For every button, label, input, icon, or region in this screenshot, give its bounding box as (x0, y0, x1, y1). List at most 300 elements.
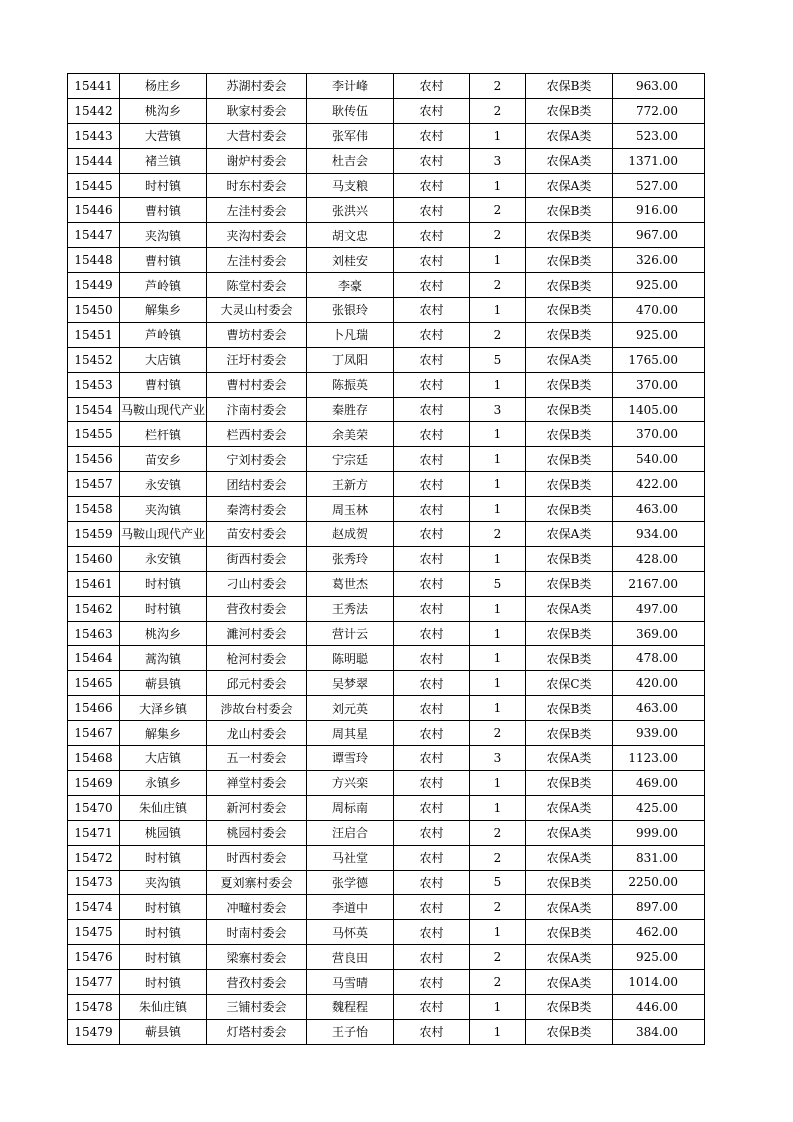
record-id-cell: 15472 (68, 845, 120, 870)
table-row (68, 347, 705, 372)
amount-cell: 422.00 (613, 472, 705, 497)
person-name-cell: 方兴栾 (307, 770, 394, 795)
township-cell: 时村镇 (120, 895, 207, 920)
record-id-cell: 15444 (68, 148, 120, 173)
amount-cell: 934.00 (613, 522, 705, 547)
table-row (68, 273, 705, 298)
area-type-cell: 农村 (394, 1019, 470, 1044)
table-row (68, 74, 705, 99)
table-row (68, 497, 705, 522)
area-type-cell: 农村 (394, 148, 470, 173)
table-row (68, 845, 705, 870)
table-row (68, 820, 705, 845)
amount-cell: 463.00 (613, 497, 705, 522)
record-id-cell: 15473 (68, 870, 120, 895)
insurance-category-cell: 农保B类 (526, 248, 613, 273)
insurance-category-cell: 农保B类 (526, 447, 613, 472)
record-id-cell: 15476 (68, 945, 120, 970)
area-type-cell: 农村 (394, 994, 470, 1019)
area-type-cell: 农村 (394, 870, 470, 895)
township-cell: 朱仙庄镇 (120, 795, 207, 820)
amount-cell: 1371.00 (613, 148, 705, 173)
village-committee-cell: 营孜村委会 (207, 596, 307, 621)
township-cell: 苗安乡 (120, 447, 207, 472)
household-count-cell: 1 (470, 298, 526, 323)
record-id-cell: 15463 (68, 621, 120, 646)
insurance-category-cell: 农保B类 (526, 870, 613, 895)
amount-cell: 1405.00 (613, 397, 705, 422)
table-row (68, 895, 705, 920)
record-id-cell: 15458 (68, 497, 120, 522)
township-cell: 大泽乡镇 (120, 696, 207, 721)
household-count-cell: 3 (470, 746, 526, 771)
household-count-cell: 1 (470, 920, 526, 945)
record-id-cell: 15451 (68, 322, 120, 347)
person-name-cell: 马支粮 (307, 173, 394, 198)
person-name-cell: 马雪晴 (307, 970, 394, 995)
area-type-cell: 农村 (394, 497, 470, 522)
table-row (68, 522, 705, 547)
insurance-category-cell: 农保A类 (526, 795, 613, 820)
person-name-cell: 吴梦翠 (307, 671, 394, 696)
amount-cell: 527.00 (613, 173, 705, 198)
township-cell: 栏杆镇 (120, 422, 207, 447)
village-committee-cell: 大营村委会 (207, 123, 307, 148)
area-type-cell: 农村 (394, 646, 470, 671)
village-committee-cell: 左洼村委会 (207, 198, 307, 223)
household-count-cell: 1 (470, 770, 526, 795)
relief-table (67, 73, 705, 1045)
township-cell: 时村镇 (120, 945, 207, 970)
insurance-category-cell: 农保A类 (526, 746, 613, 771)
person-name-cell: 王秀法 (307, 596, 394, 621)
person-name-cell: 丁凤阳 (307, 347, 394, 372)
person-name-cell: 胡文忠 (307, 223, 394, 248)
household-count-cell: 2 (470, 273, 526, 298)
person-name-cell: 余美荣 (307, 422, 394, 447)
household-count-cell: 2 (470, 895, 526, 920)
person-name-cell: 张学德 (307, 870, 394, 895)
township-cell: 蒿沟镇 (120, 646, 207, 671)
record-id-cell: 15449 (68, 273, 120, 298)
insurance-category-cell: 农保A类 (526, 596, 613, 621)
household-count-cell: 2 (470, 198, 526, 223)
amount-cell: 925.00 (613, 945, 705, 970)
area-type-cell: 农村 (394, 920, 470, 945)
record-id-cell: 15441 (68, 74, 120, 99)
insurance-category-cell: 农保B类 (526, 994, 613, 1019)
area-type-cell: 农村 (394, 746, 470, 771)
insurance-category-cell: 农保B类 (526, 621, 613, 646)
amount-cell: 470.00 (613, 298, 705, 323)
area-type-cell: 农村 (394, 322, 470, 347)
record-id-cell: 15467 (68, 721, 120, 746)
record-id-cell: 15471 (68, 820, 120, 845)
household-count-cell: 1 (470, 1019, 526, 1044)
township-cell: 大店镇 (120, 746, 207, 771)
area-type-cell: 农村 (394, 770, 470, 795)
table-row (68, 447, 705, 472)
township-cell: 永安镇 (120, 472, 207, 497)
table-body (68, 74, 705, 1045)
person-name-cell: 秦胜存 (307, 397, 394, 422)
insurance-category-cell: 农保A类 (526, 970, 613, 995)
record-id-cell: 15457 (68, 472, 120, 497)
household-count-cell: 1 (470, 372, 526, 397)
insurance-category-cell: 农保B类 (526, 74, 613, 99)
person-name-cell: 耿传伍 (307, 98, 394, 123)
township-cell: 时村镇 (120, 596, 207, 621)
table-row (68, 372, 705, 397)
person-name-cell: 陈明聪 (307, 646, 394, 671)
insurance-category-cell: 农保B类 (526, 472, 613, 497)
table-row (68, 994, 705, 1019)
village-committee-cell: 新河村委会 (207, 795, 307, 820)
household-count-cell: 1 (470, 248, 526, 273)
insurance-category-cell: 农保A类 (526, 522, 613, 547)
amount-cell: 469.00 (613, 770, 705, 795)
table-row (68, 123, 705, 148)
village-committee-cell: 龙山村委会 (207, 721, 307, 746)
area-type-cell: 农村 (394, 397, 470, 422)
record-id-cell: 15465 (68, 671, 120, 696)
household-count-cell: 2 (470, 945, 526, 970)
record-id-cell: 15462 (68, 596, 120, 621)
person-name-cell: 营良田 (307, 945, 394, 970)
village-committee-cell: 街西村委会 (207, 546, 307, 571)
insurance-category-cell: 农保B类 (526, 198, 613, 223)
amount-cell: 446.00 (613, 994, 705, 1019)
insurance-category-cell: 农保A类 (526, 895, 613, 920)
amount-cell: 369.00 (613, 621, 705, 646)
household-count-cell: 5 (470, 347, 526, 372)
area-type-cell: 农村 (394, 522, 470, 547)
insurance-category-cell: 农保A类 (526, 945, 613, 970)
person-name-cell: 李道中 (307, 895, 394, 920)
household-count-cell: 1 (470, 173, 526, 198)
amount-cell: 497.00 (613, 596, 705, 621)
amount-cell: 967.00 (613, 223, 705, 248)
village-committee-cell: 汪圩村委会 (207, 347, 307, 372)
record-id-cell: 15470 (68, 795, 120, 820)
table-row (68, 298, 705, 323)
amount-cell: 963.00 (613, 74, 705, 99)
household-count-cell: 1 (470, 696, 526, 721)
person-name-cell: 周玉林 (307, 497, 394, 522)
village-committee-cell: 耿家村委会 (207, 98, 307, 123)
amount-cell: 370.00 (613, 422, 705, 447)
person-name-cell: 葛世杰 (307, 571, 394, 596)
township-cell: 桃沟乡 (120, 98, 207, 123)
village-committee-cell: 时东村委会 (207, 173, 307, 198)
household-count-cell: 2 (470, 74, 526, 99)
area-type-cell: 农村 (394, 621, 470, 646)
household-count-cell: 1 (470, 472, 526, 497)
amount-cell: 2167.00 (613, 571, 705, 596)
table-row (68, 173, 705, 198)
area-type-cell: 农村 (394, 671, 470, 696)
household-count-cell: 2 (470, 970, 526, 995)
person-name-cell: 李计峰 (307, 74, 394, 99)
person-name-cell: 李豪 (307, 273, 394, 298)
household-count-cell: 1 (470, 671, 526, 696)
village-committee-cell: 夹沟村委会 (207, 223, 307, 248)
amount-cell: 772.00 (613, 98, 705, 123)
person-name-cell: 张洪兴 (307, 198, 394, 223)
household-count-cell: 2 (470, 98, 526, 123)
village-committee-cell: 曹坊村委会 (207, 322, 307, 347)
township-cell: 芦岭镇 (120, 322, 207, 347)
village-committee-cell: 大灵山村委会 (207, 298, 307, 323)
household-count-cell: 3 (470, 148, 526, 173)
insurance-category-cell: 农保A类 (526, 173, 613, 198)
table-row (68, 148, 705, 173)
record-id-cell: 15450 (68, 298, 120, 323)
record-id-cell: 15478 (68, 994, 120, 1019)
township-cell: 曹村镇 (120, 248, 207, 273)
table-row (68, 870, 705, 895)
area-type-cell: 农村 (394, 273, 470, 298)
area-type-cell: 农村 (394, 571, 470, 596)
person-name-cell: 张银玲 (307, 298, 394, 323)
village-committee-cell: 谢炉村委会 (207, 148, 307, 173)
area-type-cell: 农村 (394, 173, 470, 198)
data-sheet (67, 73, 705, 1045)
village-committee-cell: 三铺村委会 (207, 994, 307, 1019)
person-name-cell: 张秀玲 (307, 546, 394, 571)
amount-cell: 523.00 (613, 123, 705, 148)
township-cell: 蕲县镇 (120, 671, 207, 696)
township-cell: 永镇乡 (120, 770, 207, 795)
village-committee-cell: 陈堂村委会 (207, 273, 307, 298)
village-committee-cell: 时南村委会 (207, 920, 307, 945)
village-committee-cell: 邱元村委会 (207, 671, 307, 696)
table-row (68, 646, 705, 671)
household-count-cell: 3 (470, 397, 526, 422)
township-cell: 曹村镇 (120, 198, 207, 223)
record-id-cell: 15446 (68, 198, 120, 223)
household-count-cell: 2 (470, 845, 526, 870)
amount-cell: 2250.00 (613, 870, 705, 895)
township-cell: 时村镇 (120, 970, 207, 995)
person-name-cell: 卜凡瑞 (307, 322, 394, 347)
village-committee-cell: 苏湖村委会 (207, 74, 307, 99)
table-row (68, 770, 705, 795)
amount-cell: 916.00 (613, 198, 705, 223)
person-name-cell: 周标南 (307, 795, 394, 820)
township-cell: 永安镇 (120, 546, 207, 571)
area-type-cell: 农村 (394, 74, 470, 99)
table-row (68, 746, 705, 771)
area-type-cell: 农村 (394, 696, 470, 721)
record-id-cell: 15479 (68, 1019, 120, 1044)
insurance-category-cell: 农保B类 (526, 546, 613, 571)
township-cell: 褚兰镇 (120, 148, 207, 173)
table-row (68, 721, 705, 746)
record-id-cell: 15443 (68, 123, 120, 148)
insurance-category-cell: 农保B类 (526, 397, 613, 422)
table-row (68, 223, 705, 248)
person-name-cell: 刘元英 (307, 696, 394, 721)
village-committee-cell: 冲疃村委会 (207, 895, 307, 920)
table-row (68, 970, 705, 995)
amount-cell: 831.00 (613, 845, 705, 870)
household-count-cell: 1 (470, 546, 526, 571)
person-name-cell: 谭雪玲 (307, 746, 394, 771)
record-id-cell: 15454 (68, 397, 120, 422)
person-name-cell: 王子怡 (307, 1019, 394, 1044)
amount-cell: 462.00 (613, 920, 705, 945)
household-count-cell: 1 (470, 422, 526, 447)
township-cell: 芦岭镇 (120, 273, 207, 298)
insurance-category-cell: 农保B类 (526, 98, 613, 123)
table-row (68, 621, 705, 646)
table-row (68, 546, 705, 571)
township-cell: 大营镇 (120, 123, 207, 148)
area-type-cell: 农村 (394, 298, 470, 323)
insurance-category-cell: 农保B类 (526, 770, 613, 795)
village-committee-cell: 梁寨村委会 (207, 945, 307, 970)
village-committee-cell: 涉故台村委会 (207, 696, 307, 721)
record-id-cell: 15448 (68, 248, 120, 273)
area-type-cell: 农村 (394, 970, 470, 995)
table-row (68, 795, 705, 820)
person-name-cell: 魏程程 (307, 994, 394, 1019)
village-committee-cell: 营孜村委会 (207, 970, 307, 995)
area-type-cell: 农村 (394, 721, 470, 746)
insurance-category-cell: 农保B类 (526, 273, 613, 298)
table-row (68, 198, 705, 223)
table-row (68, 696, 705, 721)
insurance-category-cell: 农保B类 (526, 497, 613, 522)
household-count-cell: 1 (470, 795, 526, 820)
village-committee-cell: 汴南村委会 (207, 397, 307, 422)
insurance-category-cell: 农保B类 (526, 696, 613, 721)
area-type-cell: 农村 (394, 845, 470, 870)
area-type-cell: 农村 (394, 198, 470, 223)
record-id-cell: 15466 (68, 696, 120, 721)
household-count-cell: 5 (470, 870, 526, 895)
insurance-category-cell: 农保A类 (526, 347, 613, 372)
person-name-cell: 张军伟 (307, 123, 394, 148)
record-id-cell: 15468 (68, 746, 120, 771)
record-id-cell: 15477 (68, 970, 120, 995)
household-count-cell: 2 (470, 820, 526, 845)
household-count-cell: 1 (470, 497, 526, 522)
table-row (68, 945, 705, 970)
record-id-cell: 15447 (68, 223, 120, 248)
household-count-cell: 1 (470, 596, 526, 621)
amount-cell: 540.00 (613, 447, 705, 472)
township-cell: 马鞍山现代产业 (120, 397, 207, 422)
amount-cell: 326.00 (613, 248, 705, 273)
insurance-category-cell: 农保B类 (526, 322, 613, 347)
person-name-cell: 刘桂安 (307, 248, 394, 273)
area-type-cell: 农村 (394, 945, 470, 970)
amount-cell: 1014.00 (613, 970, 705, 995)
record-id-cell: 15475 (68, 920, 120, 945)
record-id-cell: 15455 (68, 422, 120, 447)
record-id-cell: 15474 (68, 895, 120, 920)
township-cell: 桃沟乡 (120, 621, 207, 646)
insurance-category-cell: 农保A类 (526, 148, 613, 173)
area-type-cell: 农村 (394, 223, 470, 248)
household-count-cell: 2 (470, 522, 526, 547)
area-type-cell: 农村 (394, 472, 470, 497)
insurance-category-cell: 农保B类 (526, 298, 613, 323)
township-cell: 桃园镇 (120, 820, 207, 845)
table-row (68, 671, 705, 696)
area-type-cell: 农村 (394, 895, 470, 920)
person-name-cell: 王新方 (307, 472, 394, 497)
area-type-cell: 农村 (394, 447, 470, 472)
township-cell: 解集乡 (120, 298, 207, 323)
township-cell: 曹村镇 (120, 372, 207, 397)
area-type-cell: 农村 (394, 123, 470, 148)
village-committee-cell: 宁刘村委会 (207, 447, 307, 472)
insurance-category-cell: 农保B类 (526, 920, 613, 945)
insurance-category-cell: 农保B类 (526, 721, 613, 746)
village-committee-cell: 濉河村委会 (207, 621, 307, 646)
area-type-cell: 农村 (394, 422, 470, 447)
household-count-cell: 2 (470, 721, 526, 746)
table-row (68, 322, 705, 347)
township-cell: 蕲县镇 (120, 1019, 207, 1044)
amount-cell: 425.00 (613, 795, 705, 820)
township-cell: 夹沟镇 (120, 497, 207, 522)
amount-cell: 420.00 (613, 671, 705, 696)
amount-cell: 384.00 (613, 1019, 705, 1044)
insurance-category-cell: 农保B类 (526, 422, 613, 447)
household-count-cell: 1 (470, 646, 526, 671)
insurance-category-cell: 农保C类 (526, 671, 613, 696)
household-count-cell: 1 (470, 123, 526, 148)
area-type-cell: 农村 (394, 98, 470, 123)
amount-cell: 897.00 (613, 895, 705, 920)
person-name-cell: 周其星 (307, 721, 394, 746)
insurance-category-cell: 农保B类 (526, 646, 613, 671)
table-row (68, 98, 705, 123)
area-type-cell: 农村 (394, 546, 470, 571)
township-cell: 解集乡 (120, 721, 207, 746)
record-id-cell: 15445 (68, 173, 120, 198)
township-cell: 时村镇 (120, 845, 207, 870)
record-id-cell: 15469 (68, 770, 120, 795)
area-type-cell: 农村 (394, 820, 470, 845)
person-name-cell: 马社堂 (307, 845, 394, 870)
table-row (68, 571, 705, 596)
township-cell: 杨庄乡 (120, 74, 207, 99)
record-id-cell: 15453 (68, 372, 120, 397)
village-committee-cell: 秦湾村委会 (207, 497, 307, 522)
household-count-cell: 1 (470, 621, 526, 646)
household-count-cell: 1 (470, 447, 526, 472)
record-id-cell: 15442 (68, 98, 120, 123)
household-count-cell: 2 (470, 322, 526, 347)
village-committee-cell: 团结村委会 (207, 472, 307, 497)
table-row (68, 248, 705, 273)
area-type-cell: 农村 (394, 596, 470, 621)
amount-cell: 370.00 (613, 372, 705, 397)
table-row (68, 596, 705, 621)
person-name-cell: 陈振英 (307, 372, 394, 397)
table-row (68, 422, 705, 447)
insurance-category-cell: 农保B类 (526, 372, 613, 397)
insurance-category-cell: 农保A类 (526, 820, 613, 845)
amount-cell: 939.00 (613, 721, 705, 746)
village-committee-cell: 时西村委会 (207, 845, 307, 870)
amount-cell: 478.00 (613, 646, 705, 671)
